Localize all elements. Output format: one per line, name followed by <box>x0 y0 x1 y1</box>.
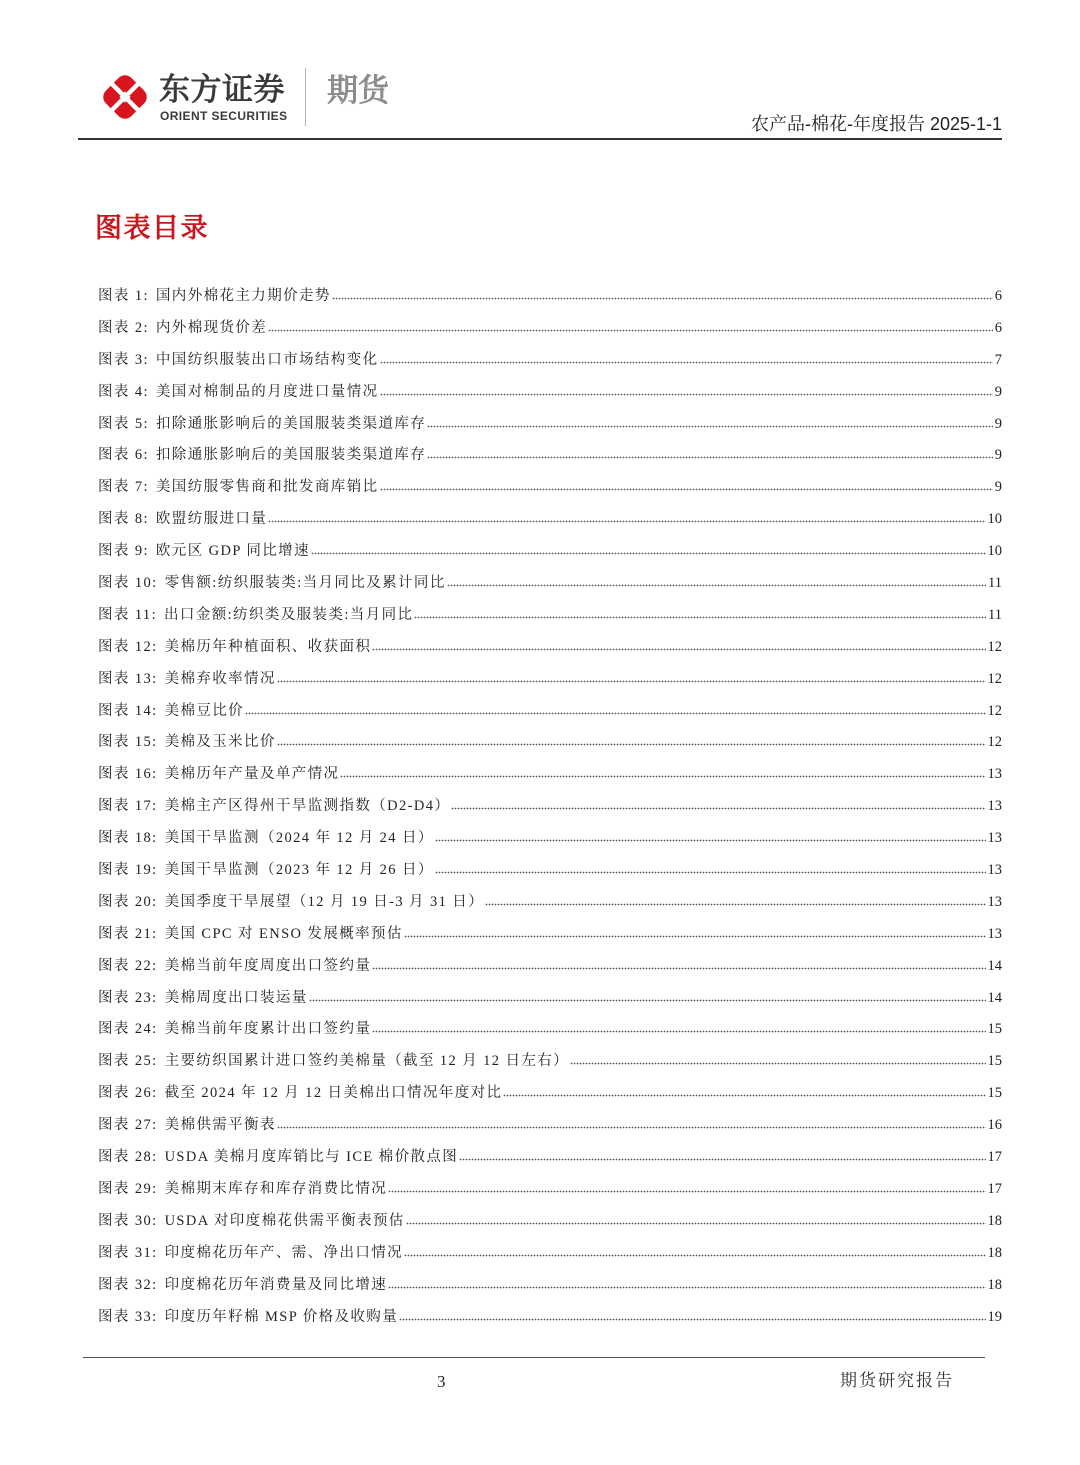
toc-entry-page: 13 <box>987 893 1002 910</box>
toc-entry-page: 13 <box>987 830 1002 847</box>
toc-entry-page: 18 <box>987 1276 1002 1293</box>
toc-entry-label: 图表 14: <box>98 702 158 719</box>
toc-entry[interactable] <box>98 951 1002 983</box>
toc-entry-label: 图表 8: <box>98 511 149 528</box>
toc-entry-page: 9 <box>994 415 1002 432</box>
toc-list <box>98 281 1002 1333</box>
toc-entry[interactable] <box>98 345 1002 377</box>
toc-entry-title: 美国对棉制品的月度进口量情况 <box>155 383 379 400</box>
toc-entry-label: 图表 3: <box>98 351 149 368</box>
dot-leader <box>404 935 986 938</box>
toc-entry-label: 图表 32: <box>98 1276 158 1293</box>
toc-entry-page: 12 <box>987 638 1002 655</box>
toc-entry-title: 扣除通胀影响后的美国服装类渠道库存 <box>155 415 427 432</box>
dot-leader <box>277 1126 986 1129</box>
toc-entry[interactable] <box>98 727 1002 759</box>
toc-entry-title: 美棉供需平衡表 <box>164 1117 276 1134</box>
orient-securities-logo-icon <box>96 68 154 126</box>
toc-entry-title: 美国 CPC 对 ENSO 发展概率预估 <box>164 925 403 942</box>
toc-entry-label: 图表 7: <box>98 479 149 496</box>
dot-leader <box>427 456 993 459</box>
toc-entry-page: 16 <box>987 1117 1002 1134</box>
footer-rule <box>83 1357 985 1358</box>
toc-entry-title: 印度棉花历年产、需、净出口情况 <box>164 1244 404 1261</box>
toc-entry-page: 15 <box>987 1021 1002 1038</box>
toc-entry[interactable] <box>98 1078 1002 1110</box>
toc-entry-label: 图表 6: <box>98 447 149 464</box>
toc-entry-label: 图表 11: <box>98 606 158 623</box>
toc-entry-page: 18 <box>987 1244 1002 1261</box>
toc-entry-label: 图表 16: <box>98 766 158 783</box>
toc-entry-page: 10 <box>987 543 1002 560</box>
toc-entry[interactable] <box>98 919 1002 951</box>
toc-entry-title: 截至 2024 年 12 月 12 日美棉出口情况年度对比 <box>164 1085 503 1102</box>
toc-entry-page: 14 <box>987 989 1002 1006</box>
toc-entry[interactable] <box>98 1142 1002 1174</box>
toc-entry-page: 6 <box>994 288 1002 304</box>
toc-entry-page: 9 <box>994 447 1002 464</box>
toc-entry-label: 图表 15: <box>98 734 158 751</box>
toc-entry[interactable] <box>98 472 1002 504</box>
toc-entry-label: 图表 29: <box>98 1180 158 1197</box>
toc-entry-page: 11 <box>988 606 1002 623</box>
toc-entry[interactable] <box>98 1302 1002 1334</box>
toc-entry-page: 10 <box>987 511 1002 528</box>
dot-leader <box>570 1062 985 1065</box>
dot-leader <box>414 616 986 619</box>
dot-leader <box>406 1222 986 1225</box>
toc-entry-title: 美棉弃收率情况 <box>164 670 276 687</box>
brand-name-en: ORIENT SECURITIES <box>160 109 288 123</box>
toc-entry[interactable] <box>98 536 1002 568</box>
toc-entry-page: 12 <box>987 734 1002 751</box>
toc-entry-page: 13 <box>987 862 1002 879</box>
toc-entry-page: 12 <box>987 702 1002 719</box>
toc-entry-title: 国内外棉花主力期价走势 <box>155 288 331 304</box>
dot-leader <box>435 839 986 842</box>
dot-leader <box>268 520 985 523</box>
toc-entry-page: 11 <box>988 575 1002 592</box>
toc-entry-page: 17 <box>987 1149 1002 1166</box>
dot-leader <box>435 871 986 874</box>
toc-entry-label: 图表 23: <box>98 989 158 1006</box>
toc-entry-page: 19 <box>987 1308 1002 1325</box>
toc-entry-label: 图表 21: <box>98 925 158 942</box>
dot-leader <box>380 361 993 364</box>
division-label: 期货 <box>327 73 389 108</box>
toc-entry[interactable] <box>98 1238 1002 1270</box>
report-type: 期货研究报告 <box>840 1371 954 1390</box>
toc-entry-label: 图表 12: <box>98 638 158 655</box>
toc-entry-page: 6 <box>994 319 1002 336</box>
dot-leader <box>447 584 986 587</box>
dot-leader <box>404 1254 985 1257</box>
dot-leader <box>332 297 993 300</box>
brand-name-cn: 东方证券 <box>159 72 285 107</box>
toc-entry-page: 12 <box>987 670 1002 687</box>
toc-entry-page: 14 <box>987 957 1002 974</box>
toc-entry-label: 图表 13: <box>98 670 158 687</box>
toc-entry-title: 美国干旱监测（2023 年 12 月 26 日） <box>164 862 434 879</box>
toc-entry-title: 美国纺服零售商和批发商库销比 <box>155 479 379 496</box>
toc-entry-label: 图表 28: <box>98 1149 158 1166</box>
toc-entry[interactable] <box>98 1174 1002 1206</box>
toc-entry-title: 美棉当前年度累计出口签约量 <box>164 1021 372 1038</box>
dot-leader <box>245 712 985 715</box>
header-rule <box>78 138 1002 140</box>
page-number: 3 <box>437 1372 446 1391</box>
toc-title: 图表目录 <box>95 213 209 244</box>
toc-entry[interactable] <box>98 568 1002 600</box>
toc-entry-label: 图表 33: <box>98 1308 158 1325</box>
dot-leader <box>309 999 986 1002</box>
toc-entry-label: 图表 20: <box>98 893 158 910</box>
toc-entry[interactable] <box>98 696 1002 728</box>
toc-entry-label: 图表 31: <box>98 1244 158 1261</box>
toc-entry-label: 图表 24: <box>98 1021 158 1038</box>
toc-entry-title: 美棉当前年度周度出口签约量 <box>164 957 372 974</box>
toc-entry[interactable] <box>98 1270 1002 1302</box>
dot-leader <box>311 552 986 555</box>
toc-entry-page: 13 <box>987 798 1002 815</box>
dot-leader <box>485 903 985 906</box>
toc-entry-title: USDA 对印度棉花供需平衡表预估 <box>164 1212 405 1229</box>
toc-entry[interactable] <box>98 983 1002 1015</box>
toc-entry[interactable] <box>98 1046 1002 1078</box>
toc-entry-page: 15 <box>987 1053 1002 1070</box>
toc-entry-label: 图表 5: <box>98 415 149 432</box>
dot-leader <box>340 775 985 778</box>
toc-entry-title: 扣除通胀影响后的美国服装类渠道库存 <box>155 447 427 464</box>
toc-entry-label: 图表 25: <box>98 1053 158 1070</box>
toc-entry[interactable] <box>98 1014 1002 1046</box>
dot-leader <box>372 1030 985 1033</box>
toc-entry-title: 美棉周度出口装运量 <box>164 989 308 1006</box>
dot-leader <box>268 329 993 332</box>
toc-entry[interactable] <box>98 281 1002 313</box>
toc-entry-page: 9 <box>994 479 1002 496</box>
toc-entry[interactable] <box>98 855 1002 887</box>
toc-entry-title: USDA 美棉月度库销比与 ICE 棉价散点图 <box>164 1149 459 1166</box>
dot-leader <box>388 1286 985 1289</box>
dot-leader <box>451 807 985 810</box>
toc-entry-label: 图表 9: <box>98 543 149 560</box>
toc-entry-label: 图表 26: <box>98 1085 158 1102</box>
dot-leader <box>459 1158 985 1161</box>
toc-entry[interactable] <box>98 759 1002 791</box>
toc-entry-title: 印度棉花历年消费量及同比增速 <box>164 1276 388 1293</box>
toc-entry-title: 美棉豆比价 <box>164 702 245 719</box>
toc-entry-page: 18 <box>987 1212 1002 1229</box>
dot-leader <box>388 1190 985 1193</box>
toc-entry-page: 17 <box>987 1180 1002 1197</box>
toc-entry[interactable] <box>98 504 1002 536</box>
toc-entry-label: 图表 10: <box>98 575 158 592</box>
toc-entry-label: 图表 17: <box>98 798 158 815</box>
toc-entry-page: 13 <box>987 925 1002 942</box>
dot-leader <box>427 425 993 428</box>
report-meta: 农产品-棉花-年度报告 2025-1-1 <box>750 114 1002 134</box>
toc-entry-title: 欧元区 GDP 同比增速 <box>155 543 310 560</box>
toc-entry-page: 7 <box>994 351 1002 368</box>
toc-entry-title: 美棉及玉米比价 <box>164 734 276 751</box>
toc-entry-label: 图表 18: <box>98 830 158 847</box>
toc-entry-label: 图表 1: <box>98 288 149 304</box>
toc-entry-title: 中国纺织服装出口市场结构变化 <box>155 351 379 368</box>
toc-entry-label: 图表 27: <box>98 1117 158 1134</box>
toc-entry[interactable] <box>98 1206 1002 1238</box>
dot-leader <box>503 1094 985 1097</box>
toc-entry[interactable] <box>98 409 1002 441</box>
toc-entry[interactable] <box>98 791 1002 823</box>
toc-entry-title: 欧盟纺服进口量 <box>155 511 268 528</box>
toc-entry-title: 印度历年籽棉 MSP 价格及收购量 <box>164 1308 399 1325</box>
toc-entry-title: 美国干旱监测（2024 年 12 月 24 日） <box>164 830 434 847</box>
dot-leader <box>399 1318 985 1321</box>
toc-entry[interactable] <box>98 440 1002 472</box>
toc-entry-title: 美棉期末库存和库存消费比情况 <box>164 1180 388 1197</box>
toc-entry-page: 9 <box>994 383 1002 400</box>
dot-leader <box>380 488 993 491</box>
dot-leader <box>380 393 993 396</box>
toc-entry[interactable] <box>98 313 1002 345</box>
toc-entry-label: 图表 30: <box>98 1212 158 1229</box>
toc-entry-title: 美棉历年种植面积、收获面积 <box>164 638 372 655</box>
dot-leader <box>277 680 986 683</box>
toc-entry[interactable] <box>98 600 1002 632</box>
toc-entry[interactable] <box>98 632 1002 664</box>
header-divider <box>305 68 306 126</box>
toc-entry-label: 图表 4: <box>98 383 149 400</box>
toc-entry-title: 主要纺织国累计进口签约美棉量（截至 12 月 12 日左右） <box>164 1053 570 1070</box>
toc-entry-page: 15 <box>987 1085 1002 1102</box>
toc-entry[interactable] <box>98 377 1002 409</box>
toc-entry-page: 13 <box>987 766 1002 783</box>
toc-entry-title: 美棉历年产量及单产情况 <box>164 766 340 783</box>
toc-entry-title: 美国季度干旱展望（12 月 19 日-3 月 31 日） <box>164 893 485 910</box>
toc-entry-title: 零售额:纺织服装类:当月同比及累计同比 <box>164 575 446 592</box>
toc-entry[interactable] <box>98 887 1002 919</box>
toc-entry-title: 美棉主产区得州干旱监测指数（D2-D4） <box>164 798 451 815</box>
toc-entry[interactable] <box>98 664 1002 696</box>
toc-entry-label: 图表 22: <box>98 957 158 974</box>
toc-entry-label: 图表 19: <box>98 862 158 879</box>
dot-leader <box>372 967 985 970</box>
dot-leader <box>372 648 985 651</box>
toc-entry-label: 图表 2: <box>98 319 149 336</box>
toc-entry-title: 内外棉现货价差 <box>155 319 268 336</box>
dot-leader <box>277 743 986 746</box>
toc-entry[interactable] <box>98 823 1002 855</box>
toc-entry-title: 出口金额:纺织类及服装类:当月同比 <box>164 606 414 623</box>
toc-entry[interactable] <box>98 1110 1002 1142</box>
